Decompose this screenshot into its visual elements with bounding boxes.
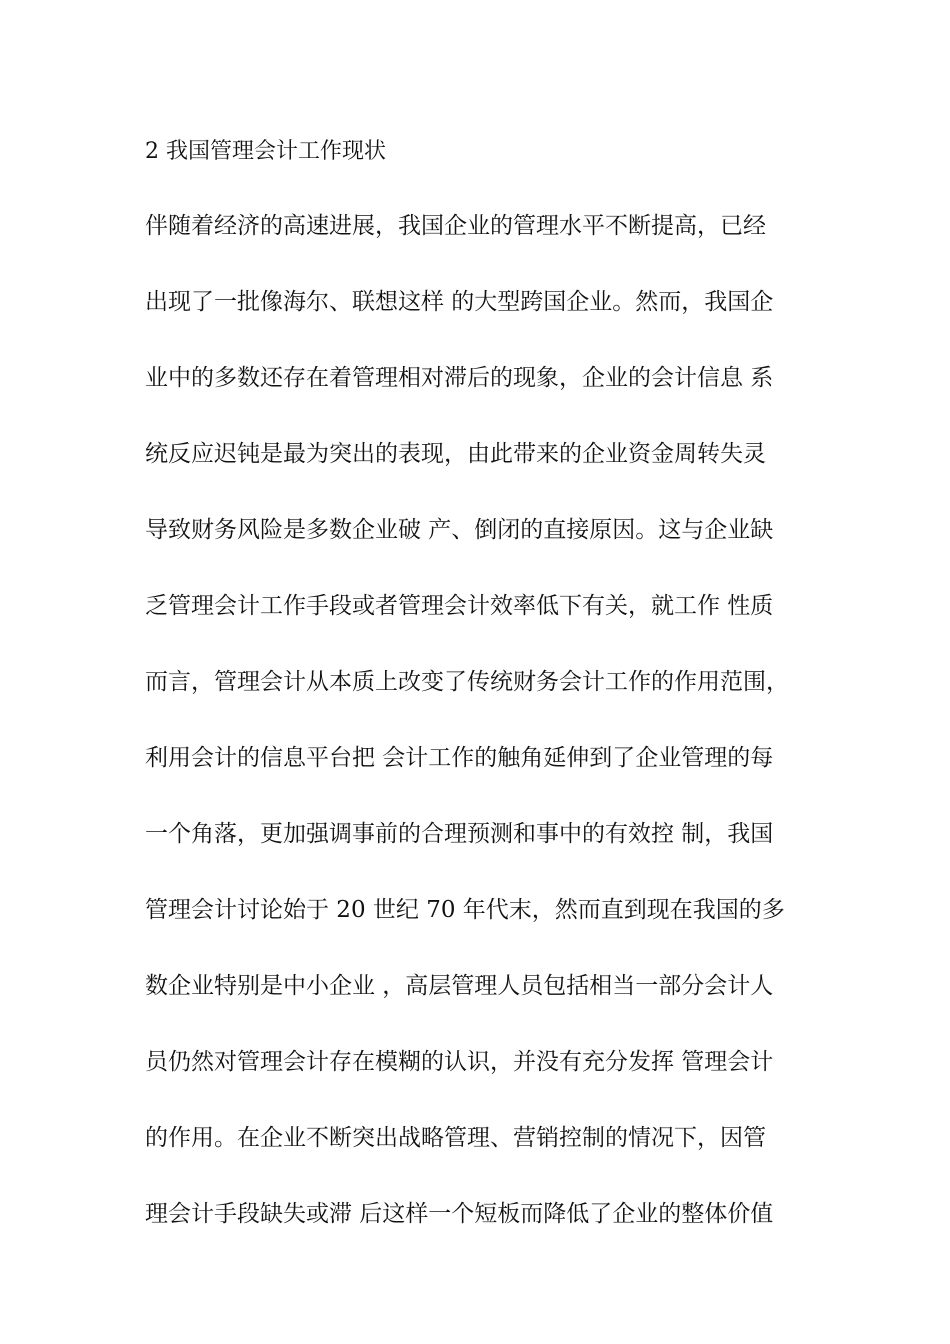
paragraph-line-7: 而言，管理会计从本质上改变了传统财务会计工作的作用范围，: [145, 669, 789, 695]
paragraph-line-10: 管理会计讨论始于 20 世纪 70 年代末，然而直到现在我国的多: [145, 897, 785, 923]
paragraph-line-12: 员仍然对管理会计存在模糊的认识，并没有充分发挥 管理会计: [145, 1049, 774, 1075]
paragraph-line-13: 的作用。在企业不断突出战略管理、营销控制的情况下，因管: [145, 1125, 766, 1151]
paragraph-line-1: 伴随着经济的高速进展，我国企业的管理水平不断提高，已经: [145, 213, 766, 239]
paragraph-line-5: 导致财务风险是多数企业破 产、倒闭的直接原因。这与企业缺: [145, 517, 774, 543]
paragraph-line-4: 统反应迟钝是最为突出的表现，由此带来的企业资金周转失灵: [145, 441, 766, 467]
paragraph-line-6: 乏管理会计工作手段或者管理会计效率低下有关，就工作 性质: [145, 593, 774, 619]
paragraph-line-11: 数企业特别是中小企业 ，高层管理人员包括相当一部分会计人: [145, 973, 774, 999]
paragraph-line-8: 利用会计的信息平台把 会计工作的触角延伸到了企业管理的每: [145, 745, 774, 771]
section-heading: 2 我国管理会计工作现状: [145, 139, 386, 164]
paragraph-line-3: 业中的多数还存在着管理相对滞后的现象，企业的会计信息 系: [145, 365, 774, 391]
paragraph-line-9: 一个角落，更加强调事前的合理预测和事中的有效控 制，我国: [145, 821, 774, 847]
paragraph-line-14: 理会计手段缺失或滞 后这样一个短板而降低了企业的整体价值: [145, 1201, 774, 1227]
paragraph-line-2: 出现了一批像海尔、联想这样 的大型跨国企业。然而，我国企: [145, 289, 774, 315]
